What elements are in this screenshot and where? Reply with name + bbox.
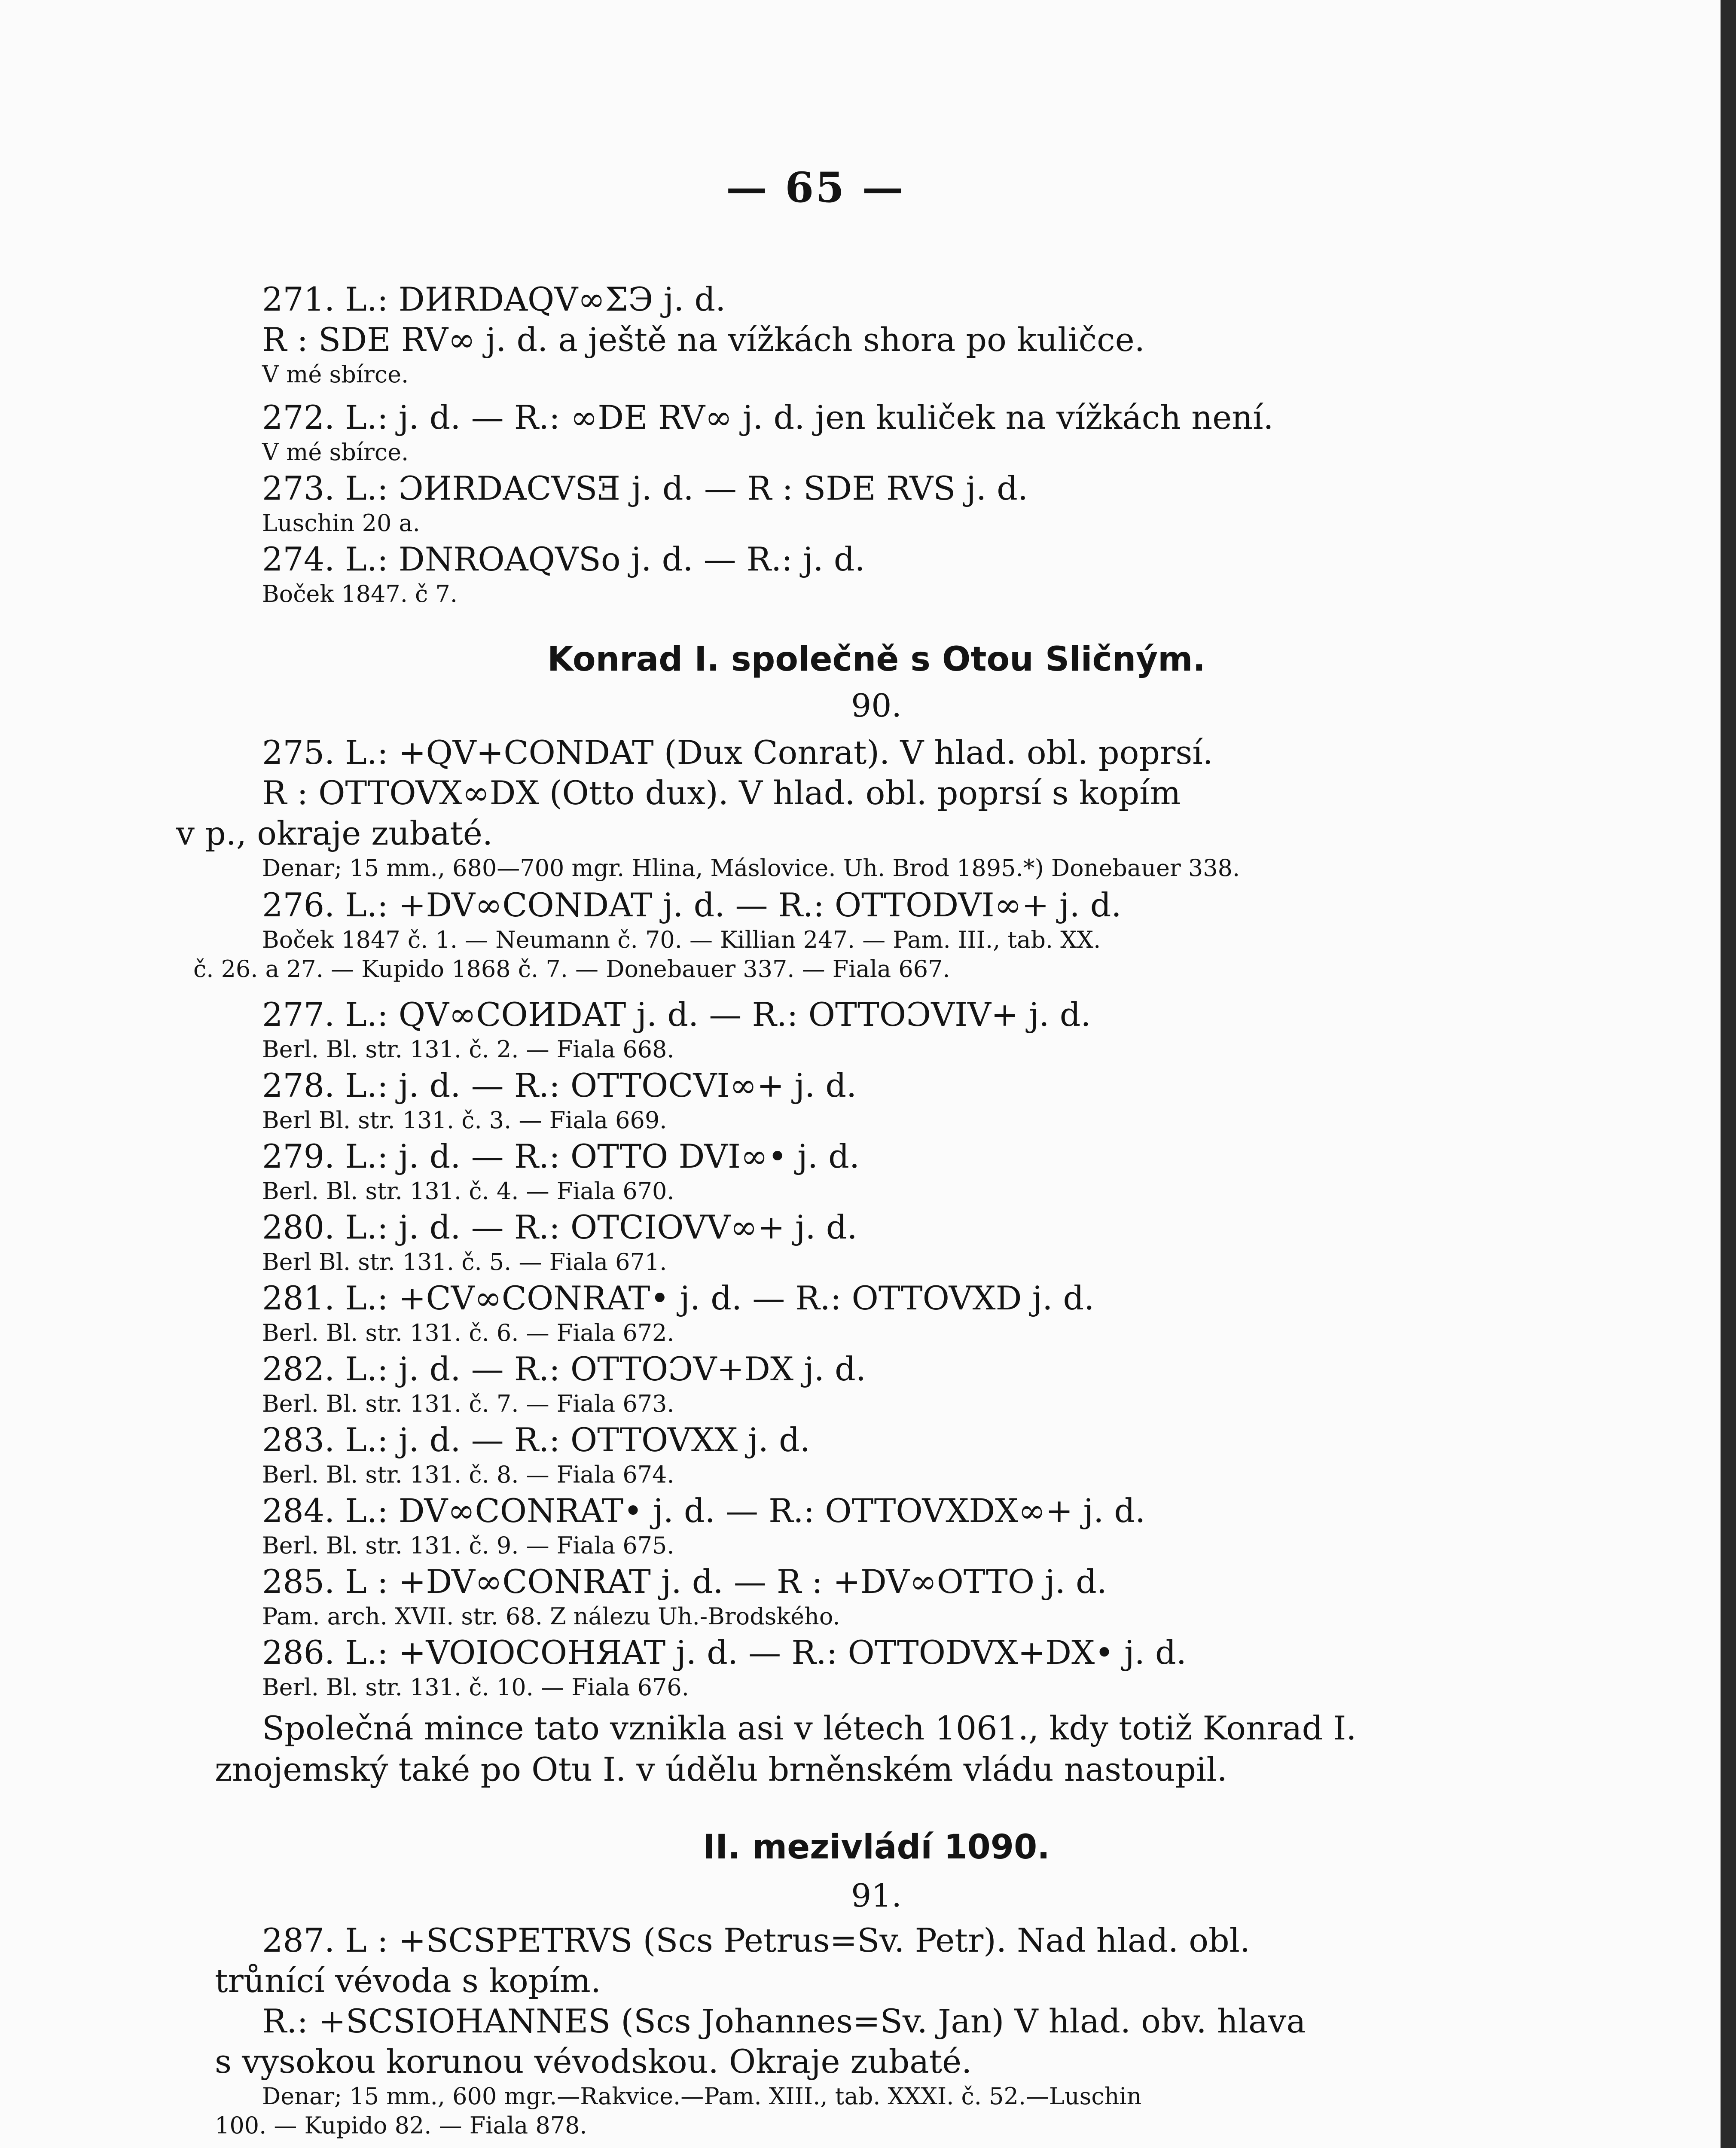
catalog-entry: [262, 539, 1491, 609]
entry-line: 278. L.: j. d. — R.: OTTOCVI∞+ j. d.: [262, 1066, 857, 1105]
entry-line: 272. L.: j. d. — R.: ∞DE RV∞ j. d. jen kuliček na vížkách není.: [262, 398, 1274, 436]
entry-line: 279. L.: j. d. — R.: OTTO DVI∞• j. d.: [262, 1137, 860, 1175]
entry-line: 281. L.: +CV∞CONRAT• j. d. — R.: OTTOVXD j. d.: [262, 1279, 1095, 1317]
entry-source: Pam. arch. XVII. str. 68. Z nálezu Uh.-Brodského.: [262, 1603, 840, 1630]
catalog-entry: [262, 1207, 1491, 1277]
entry-line: R : SDE RV∞ j. d. a ještě na vížkách shora po kuličce.: [262, 320, 1145, 359]
entry-source: Luschin 20 a.: [262, 510, 420, 537]
entry-line: 271. L.: DИRDAQV∞ΣЭ j. d.: [262, 280, 726, 318]
catalog-entry: [262, 468, 1491, 538]
catalog-entry: [262, 995, 1491, 1064]
entry-source: Berl Bl. str. 131. č. 5. — Fiala 671.: [262, 1248, 667, 1275]
entry-source: Boček 1847 č. 1. — Neumann č. 70. — Killian 247. — Pam. III., tab. XX.: [262, 926, 1101, 953]
entry-source: Denar; 15 mm., 680—700 mgr. Hlina, Máslovice. Uh. Brod 1895.*) Donebauer 338.: [262, 854, 1240, 882]
entry-source: Berl. Bl. str. 131. č. 9. — Fiala 675.: [262, 1532, 674, 1559]
catalog-entry: [262, 1562, 1491, 1631]
entry-line: 286. L.: +VOIOCOHЯAT j. d. — R.: OTTODVX+DX• j. d.: [262, 1633, 1187, 1672]
entry-line: R : OTTOVX∞DX (Otto dux). V hlad. obl. poprsí s kopím: [262, 774, 1181, 812]
entry-line: 275. L.: +QV+CONDAT (Dux Conrat). V hlad. obl. poprsí.: [262, 733, 1213, 772]
section-title: II. mezivládí 1090.: [703, 1828, 1050, 1867]
entry-source: Berl. Bl. str. 131. č. 4. — Fiala 670.: [262, 1178, 674, 1205]
entry-line: R.: +SCSIOHANNES (Scs Johannes=Sv. Jan) V hlad. obv. hlava: [262, 2002, 1306, 2040]
page-number: — 65 —: [726, 163, 905, 212]
section-number: 90.: [851, 687, 902, 724]
catalog-entry: [215, 1920, 1491, 2140]
entry-source: V mé sbírce.: [262, 361, 409, 388]
catalog-entry: [262, 1136, 1491, 1206]
catalog-entry: [262, 1278, 1491, 1348]
entry-source: Berl. Bl. str. 131. č. 10. — Fiala 676.: [262, 1674, 689, 1701]
entry-source: Denar; 15 mm., 600 mgr.—Rakvice.—Pam. XIII., tab. XXXI. č. 52.—Luschin: [262, 2083, 1142, 2110]
entry-source: Boček 1847. č 7.: [262, 580, 458, 607]
entry-line: 277. L.: QV∞COИDAT j. d. — R.: OTTOƆVIV+ j. d.: [262, 995, 1091, 1034]
entry-line: 282. L.: j. d. — R.: OTTOƆV+DX j. d.: [262, 1350, 866, 1388]
entry-line: 283. L.: j. d. — R.: OTTOVXX j. d.: [262, 1421, 810, 1459]
catalog-entry: [262, 1632, 1491, 1702]
catalog-entry: [193, 885, 1491, 984]
entry-source: Berl. Bl. str. 131. č. 6. — Fiala 672.: [262, 1319, 674, 1346]
entry-line: 273. L.: ƆИRDACVSƎ j. d. — R : SDE RVS j. d.: [262, 469, 1028, 507]
entry-source: Berl. Bl. str. 131. č. 7. — Fiala 673.: [262, 1390, 674, 1417]
entry-source: Berl. Bl. str. 131. č. 2. — Fiala 668.: [262, 1036, 674, 1063]
entry-line: s vysokou korunou vévodskou. Okraje zubaté.: [215, 2042, 972, 2081]
entry-line: trůnící vévoda s kopím.: [215, 1962, 601, 2000]
catalog-entry: [262, 279, 1491, 389]
catalog-entry: [262, 1420, 1491, 1489]
entry-source: č. 26. a 27. — Kupido 1868 č. 7. — Donebauer 337. — Fiala 667.: [193, 955, 950, 982]
section-number: 91.: [851, 1877, 902, 1914]
entry-source: V mé sbírce.: [262, 439, 409, 466]
catalog-entry: [176, 732, 1491, 883]
entry-line: v p., okraje zubaté.: [176, 814, 493, 852]
entry-source: Berl. Bl. str. 131. č. 8. — Fiala 674.: [262, 1461, 674, 1488]
paragraph: [215, 1708, 1491, 1790]
paragraph-line: Společná mince tato vznikla asi v létech 1061., kdy totiž Konrad I.: [262, 1709, 1357, 1747]
paragraph-line: znojemský také po Otu I. v údělu brněnském vládu nastoupil.: [215, 1750, 1227, 1788]
entry-line: 284. L.: DV∞CONRAT• j. d. — R.: OTTOVXDX∞+ j. d.: [262, 1492, 1146, 1530]
entry-line: 287. L : +SCSPETRVS (Scs Petrus=Sv. Petr). Nad hlad. obl.: [262, 1921, 1251, 1959]
entry-source: 100. — Kupido 82. — Fiala 878.: [215, 2112, 587, 2139]
entry-line: 274. L.: DNROAQVSo j. d. — R.: j. d.: [262, 540, 865, 578]
entry-line: 276. L.: +DV∞CONDAT j. d. — R.: OTTODVI∞+ j. d.: [262, 886, 1122, 924]
catalog-entry: [262, 1065, 1491, 1135]
entry-line: 280. L.: j. d. — R.: OTCIOVV∞+ j. d.: [262, 1208, 857, 1246]
section-title: Konrad I. společně s Otou Sličným.: [547, 640, 1205, 679]
entry-line: 285. L : +DV∞CONRAT j. d. — R : +DV∞OTTO j. d.: [262, 1562, 1107, 1601]
catalog-entry: [262, 1349, 1491, 1419]
catalog-entry: [262, 397, 1491, 467]
entry-source: Berl Bl. str. 131. č. 3. — Fiala 669.: [262, 1107, 667, 1134]
catalog-entry: [262, 1491, 1491, 1560]
